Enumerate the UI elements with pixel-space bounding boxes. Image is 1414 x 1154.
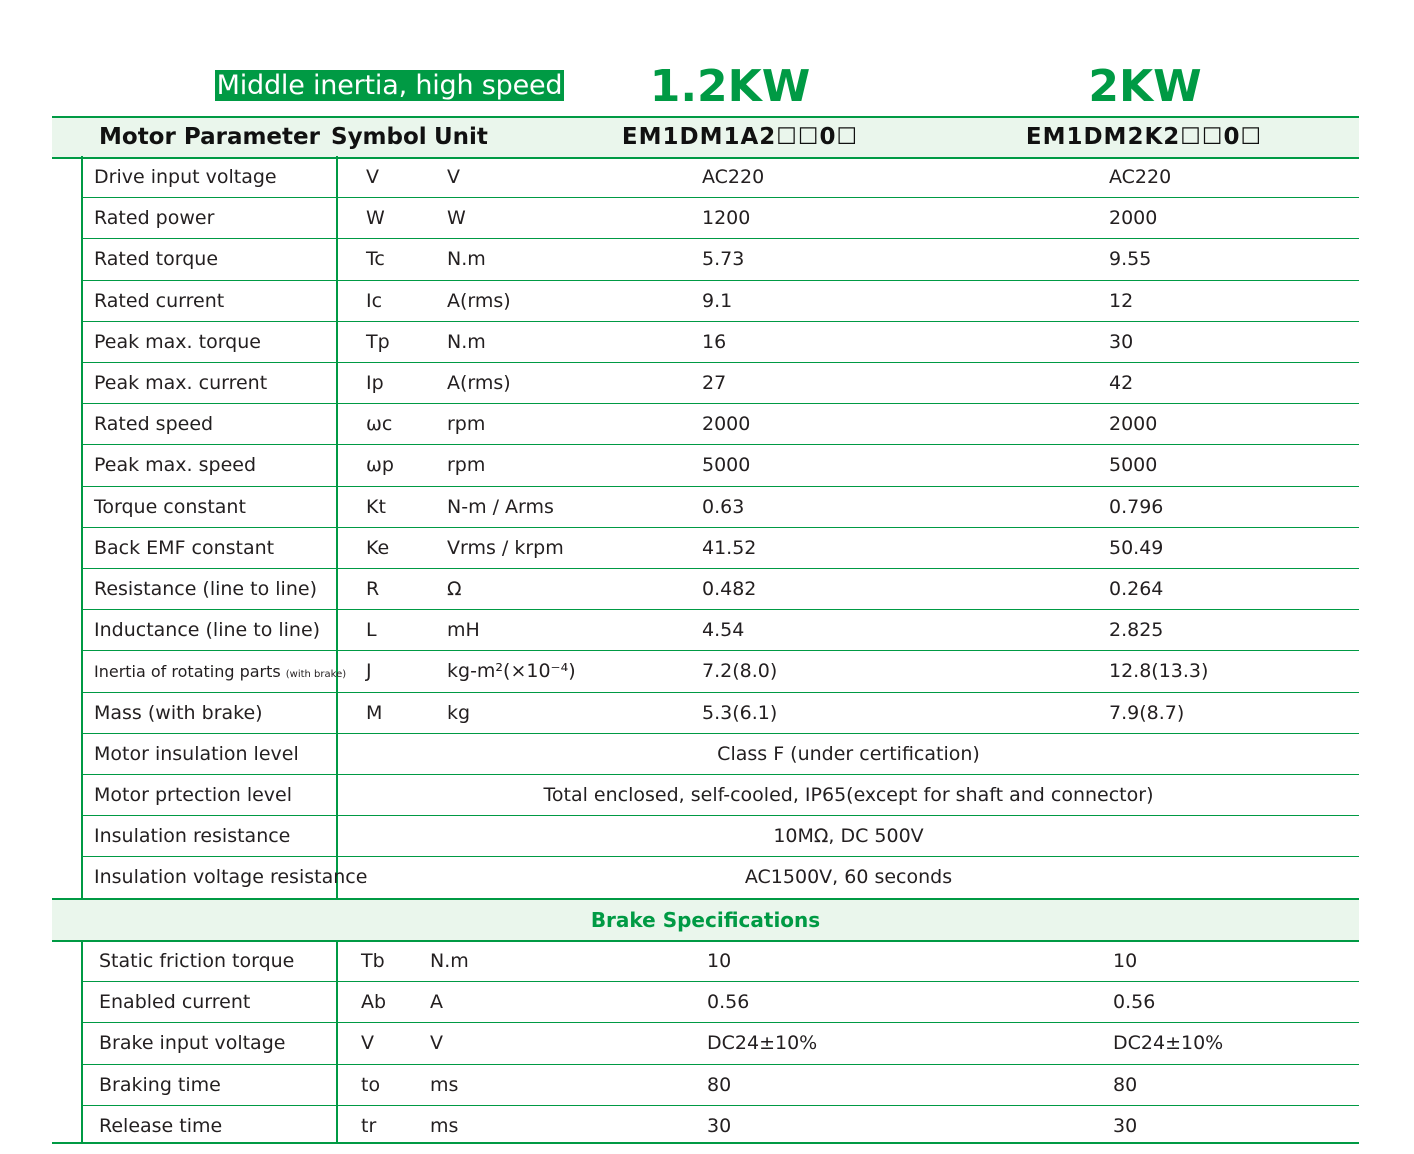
symbol-cell: ωc [366,413,393,436]
model-1-value: 9.1 [702,289,733,312]
brake-symbol-cell: Tb [361,950,385,972]
unit-cell: rpm [447,454,486,477]
param-name-text: Mass (with brake) [94,701,263,724]
symbol-cell: Tp [366,330,390,353]
param-name-text: Rated current [94,289,225,312]
model-2-value: 50.49 [1109,536,1164,559]
param-name-text: Inertia of rotating parts [94,662,281,682]
param-name [94,322,261,363]
symbol-cell: R [366,578,380,600]
unit-cell: V [447,166,460,188]
brake-param-name: Enabled current [99,991,251,1014]
model-2-value: 7.9(8.7) [1109,701,1185,724]
param-name [94,157,277,198]
param-name [94,198,214,239]
model-1-value: 5.3(6.1) [702,701,778,724]
param-name [94,651,346,692]
param-name [94,281,224,322]
brake-model-2-value: 30 [1113,1114,1138,1137]
brake-unit-cell: N.m [430,950,469,972]
model-2-value: 2000 [1109,207,1158,230]
model-1-value: 41.52 [702,536,757,559]
param-name-text: Resistance (line to line) [94,578,317,600]
symbol-cell: Tc [366,248,385,271]
model-2-value: 5000 [1109,454,1158,477]
brake-model-1-value: 0.56 [707,991,750,1014]
param-name [94,487,246,528]
brake-unit-cell: A [430,991,443,1014]
param-name [94,528,274,569]
brake-unit-cell: ms [430,1073,459,1096]
brake-section-title: Brake Specifications [590,908,821,932]
model-1-value: 7.2(8.0) [702,660,778,683]
model-1-value: AC220 [702,166,765,188]
model-2-value: 12 [1109,289,1134,312]
unit-cell: N-m / Arms [447,495,554,518]
model-1-value: 5.73 [702,248,745,271]
param-name: Motor prtection level [94,784,293,806]
unit-cell: mH [447,619,480,642]
unit-cell: Ω [447,578,462,600]
header-unit: Unit [434,124,488,150]
table-bottom-border [52,1142,1359,1144]
param-name-text: Peak max. speed [94,454,257,477]
model-1-value: 27 [702,372,727,394]
unit-cell: Vrms / krpm [447,536,564,559]
param-name-text: Drive input voltage [94,166,277,188]
model-1-value: 4.54 [702,619,745,642]
header-model-2-code: EM1DM2K2☐☐0☐ [1025,124,1263,150]
model-1-value: 2000 [702,413,751,436]
symbol-cell: Kt [366,495,386,518]
unit-cell: W [447,207,466,230]
brake-unit-cell: V [430,1032,443,1055]
param-name [94,610,320,651]
model-2-value: 0.796 [1109,495,1164,518]
param-name-text: Rated torque [94,248,219,271]
symbol-cell: Ip [366,372,384,394]
brake-model-2-value: 80 [1113,1073,1138,1096]
model-2-power: 2KW [1088,61,1202,112]
brake-model-2-value: DC24±10% [1113,1032,1224,1055]
unit-cell: rpm [447,413,486,436]
header-model-1-code: EM1DM1A2☐☐0☐ [621,124,859,150]
shared-value: 10MΩ, DC 500V [773,825,924,848]
model-1-power: 1.2KW [649,61,811,112]
param-name: Motor insulation level [94,742,299,765]
param-name-text: Peak max. current [94,372,268,394]
param-name: Insulation resistance [94,825,291,848]
model-2-value: 30 [1109,330,1134,353]
model-1-value: 1200 [702,207,751,230]
shared-value: AC1500V, 60 seconds [744,866,953,889]
brake-model-2-value: 10 [1113,950,1138,972]
param-name-text: Back EMF constant [94,536,275,559]
shared-value: Class F (under certification) [717,742,980,765]
model-2-value: 12.8(13.3) [1109,660,1209,683]
symbol-cell: V [366,166,379,188]
symbol-cell: Ic [366,289,383,312]
model-2-value: 9.55 [1109,248,1152,271]
model-2-value: 0.264 [1109,578,1164,600]
param-name-text: Rated power [94,207,215,230]
brake-param-name: Braking time [99,1073,221,1096]
model-1-value: 16 [702,330,727,353]
model-2-value: AC220 [1109,166,1172,188]
brake-symbol-cell: to [361,1073,381,1096]
param-name [94,569,317,610]
param-name: Insulation voltage resistance [94,866,368,889]
param-name [94,404,213,445]
unit-cell: N.m [447,248,486,271]
unit-cell: N.m [447,330,486,353]
param-name-text: Rated speed [94,413,214,436]
header-symbol: Symbol [331,124,427,150]
model-1-value: 0.63 [702,495,745,518]
brake-symbol-cell: Ab [361,991,387,1014]
model-1-value: 5000 [702,454,751,477]
brake-param-name: Brake input voltage [99,1032,286,1055]
symbol-cell: ωp [366,454,394,477]
symbol-cell: J [366,660,372,683]
brake-model-1-value: 10 [707,950,732,972]
param-name-text: Torque constant [94,495,246,518]
param-name [94,445,256,486]
param-name [94,363,267,404]
param-name [94,239,218,280]
unit-cell: kg [447,701,471,724]
model-1-value: 0.482 [702,578,757,600]
shared-value: Total enclosed, self-cooled, IP65(except for shaft and connector) [543,784,1154,806]
brake-model-1-value: 30 [707,1114,732,1137]
brake-model-1-value: 80 [707,1073,732,1096]
brake-table-param-divider [336,940,338,1144]
brake-param-name: Release time [99,1114,223,1137]
series-title-badge: Middle inertia, high speed [216,70,563,101]
brake-model-2-value: 0.56 [1113,991,1156,1014]
header-parameter: Motor Parameter [99,124,320,150]
unit-cell: A(rms) [447,289,511,312]
model-2-value: 42 [1109,372,1134,394]
param-name [94,693,263,734]
brake-table-left-border [81,940,83,1144]
model-2-value: 2000 [1109,413,1158,436]
brake-unit-cell: ms [430,1114,459,1137]
brake-param-name: Static friction torque [99,950,295,972]
symbol-cell: L [366,619,377,642]
symbol-cell: M [366,701,383,724]
brake-symbol-cell: tr [361,1114,377,1137]
model-2-value: 2.825 [1109,619,1164,642]
brake-symbol-cell: V [361,1032,374,1055]
symbol-cell: W [366,207,385,230]
unit-cell: A(rms) [447,372,511,394]
unit-cell: kg-m²(×10⁻⁴) [447,660,576,683]
param-name-text: Inductance (line to line) [94,619,321,642]
param-name-text: Peak max. torque [94,330,261,353]
symbol-cell: Ke [366,536,390,559]
brake-model-1-value: DC24±10% [707,1032,818,1055]
param-note: (with brake) [285,669,347,681]
